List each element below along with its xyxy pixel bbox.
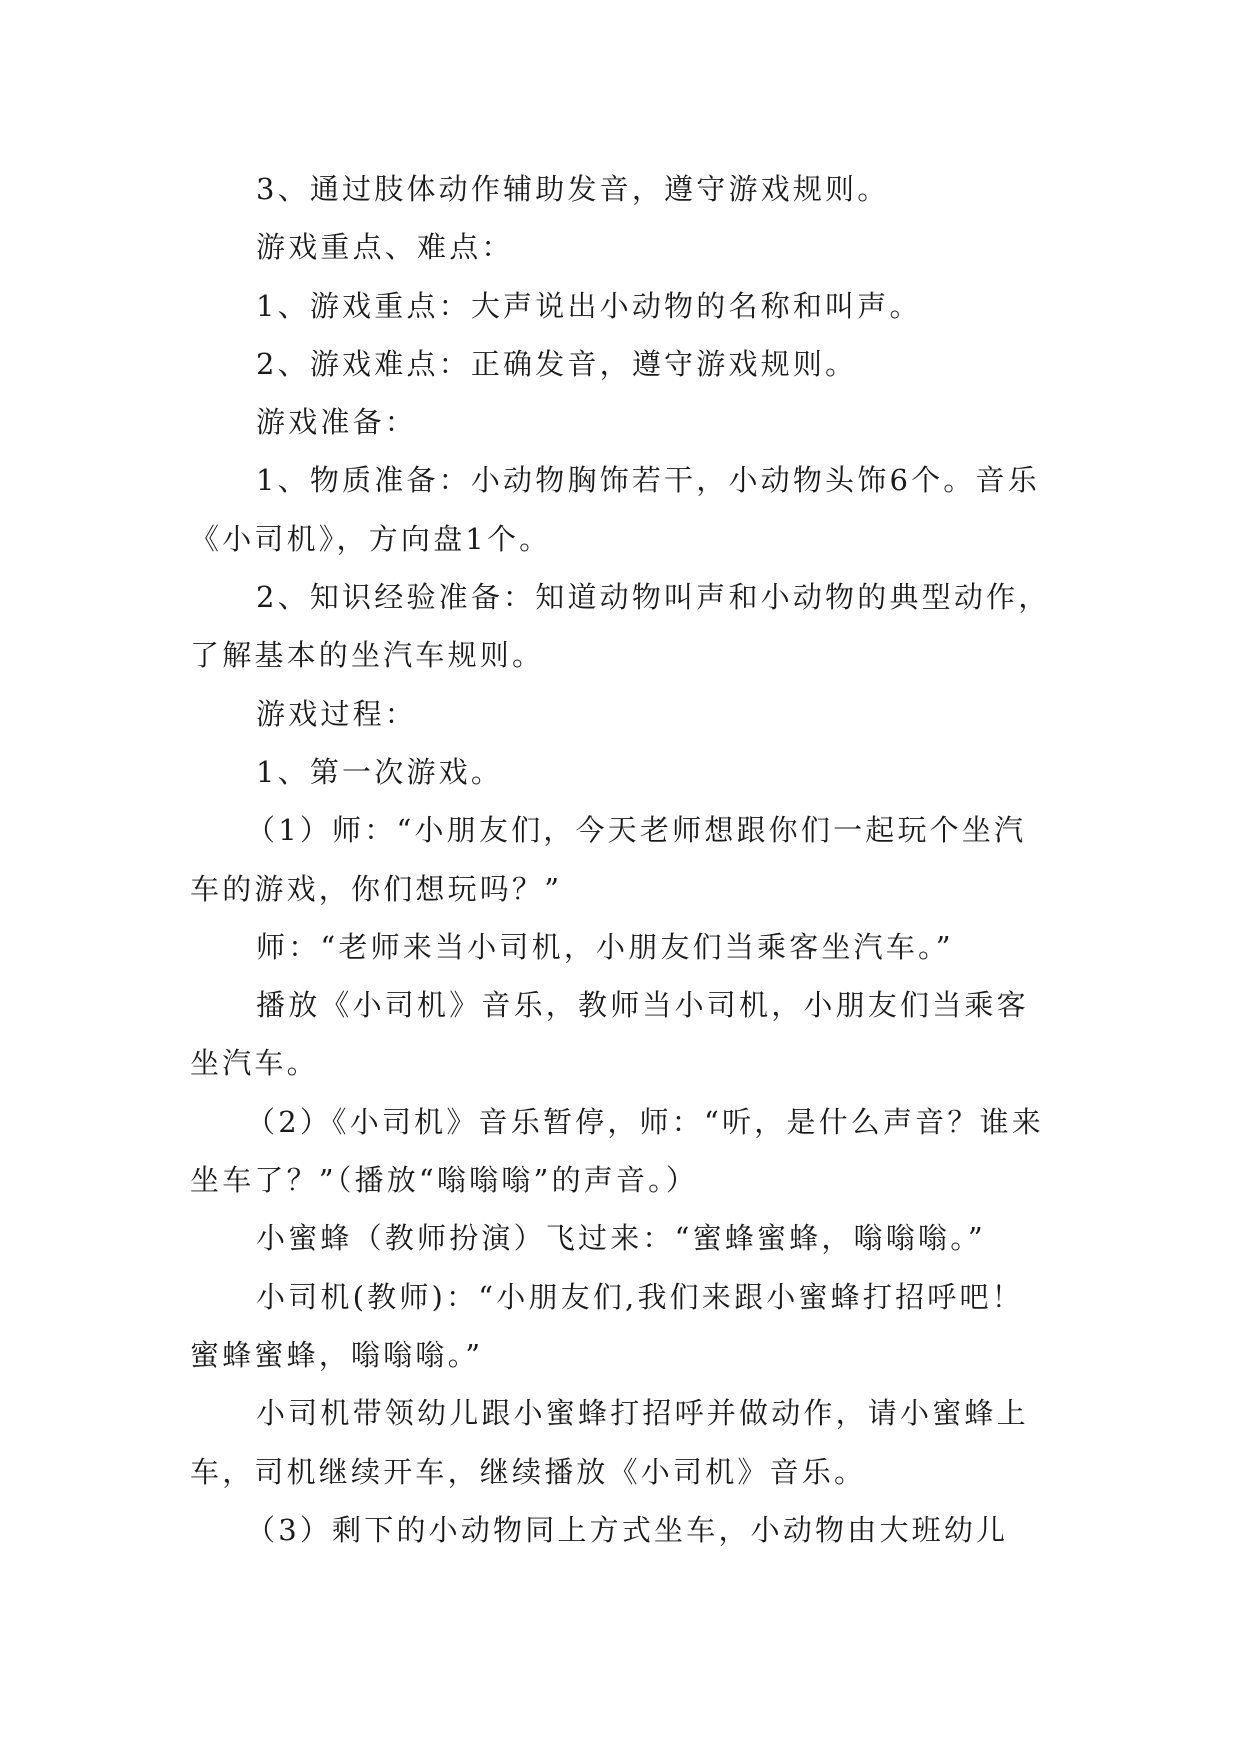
paragraph-driver-leads: 小司机带领幼儿跟小蜜蜂打招呼并做动作，请小蜜蜂上车，司机继续开车，继续播放《小司机》音乐。 bbox=[190, 1396, 1029, 1489]
paragraph-play-music: 播放《小司机》音乐，教师当小司机，小朋友们当乘客坐汽车。 bbox=[190, 988, 1029, 1081]
document-body bbox=[190, 160, 1055, 1559]
paragraph-difficulty-2: 2、游戏难点：正确发音，遵守游戏规则。 bbox=[256, 346, 858, 381]
heading-key-points: 游戏重点、难点： bbox=[256, 230, 514, 265]
heading-process: 游戏过程： bbox=[256, 696, 418, 731]
paragraph-driver-greeting: 小司机(教师)：“小朋友们,我们来跟小蜜蜂打招呼吧！蜜蜂蜜蜂，嗡嗡嗡。” bbox=[190, 1279, 1024, 1372]
paragraph-knowledge-preparation: 2、知识经验准备：知道动物叫声和小动物的典型动作，了解基本的坐汽车规则。 bbox=[190, 580, 1051, 673]
paragraph-objective-3: 3、通过肢体动作辅助发音，遵守游戏规则。 bbox=[256, 172, 890, 206]
paragraph-step-2: （2）《小司机》音乐暂停，师：“听，是什么声音？谁来坐车了？”（播放“嗡嗡嗡”的声音。） bbox=[190, 1104, 1044, 1198]
paragraph-step-1: （1）师：“小朋友们，今天老师想跟你们一起玩个坐汽车的游戏，你们想玩吗？” bbox=[190, 813, 1027, 906]
paragraph-step-3: （3）剩下的小动物同上方式坐车，小动物由大班幼儿 bbox=[246, 1512, 1009, 1547]
paragraph-first-game: 1、第一次游戏。 bbox=[256, 754, 504, 789]
paragraph-bee-arrives: 小蜜蜂（教师扮演）飞过来：“蜜蜂蜜蜂，嗡嗡嗡。” bbox=[256, 1221, 986, 1256]
paragraph-teacher-line: 师：“老师来当小司机，小朋友们当乘客坐汽车。” bbox=[256, 929, 954, 964]
paragraph-key-point-1: 1、游戏重点：大声说出小动物的名称和叫声。 bbox=[256, 288, 922, 323]
heading-preparation: 游戏准备： bbox=[256, 405, 418, 440]
paragraph-material-preparation: 1、物质准备：小动物胸饰若干，小动物头饰6个。音乐《小司机》，方向盘1个。 bbox=[190, 463, 1040, 556]
